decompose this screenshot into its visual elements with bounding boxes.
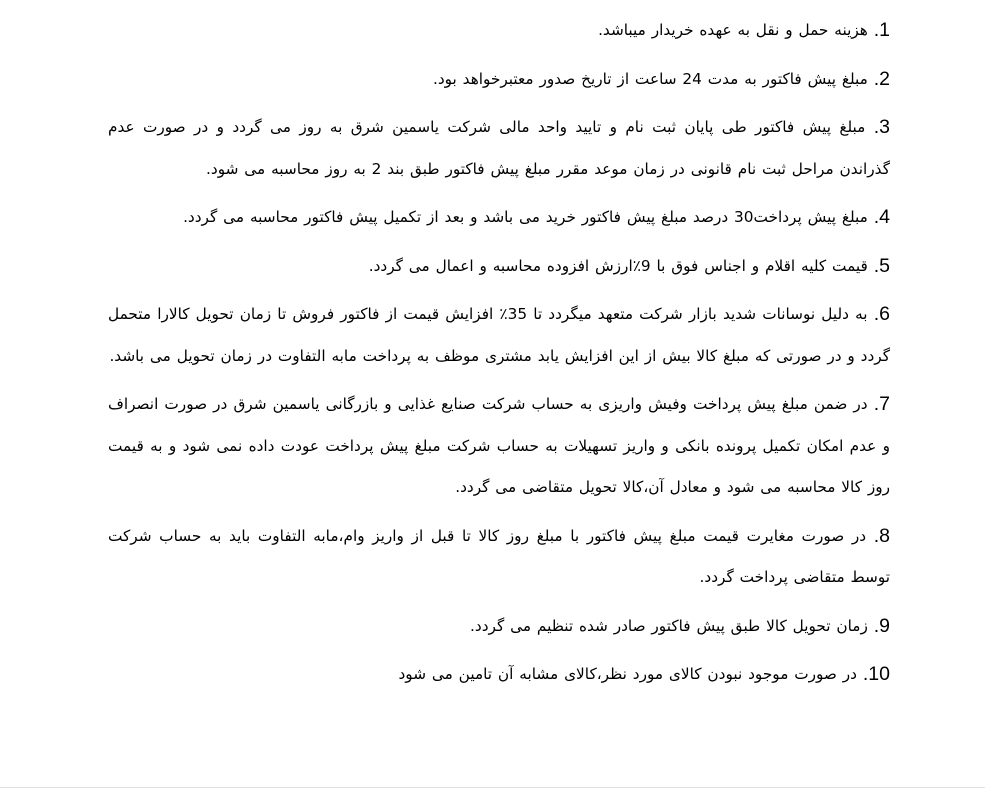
term-item-9 xyxy=(108,606,890,648)
term-number: 2. xyxy=(873,67,890,90)
term-text: مبلغ پیش فاکتور به مدت 24 ساعت از تاریخ صدور معتبرخواهد بود. xyxy=(432,69,868,88)
term-item-1 xyxy=(108,10,890,52)
term-item-4 xyxy=(108,197,890,239)
term-text: در صورت مغایرت قیمت مبلغ پیش فاکتور با مبلغ روز کالا تا قبل از واریز وام،مابه التفاوت باید به حساب شرکت توسط متقاضی پرداخت گردد. xyxy=(108,526,890,586)
term-item-8 xyxy=(108,516,890,599)
term-item-5 xyxy=(108,246,890,288)
page-bottom-divider xyxy=(0,787,985,788)
term-item-3 xyxy=(108,107,890,190)
term-text: به دلیل نوسانات شدید بازار شرکت متعهد میگردد تا 35٪ افزایش قیمت از فاکتور فروش تا زمان تحویل کالارا متحمل گردد و در صورتی که مبلغ کالا بیش از این افزایش یابد مشتری موظف به پرداخت مابه التفاوت در زمان تحویل می باشد. xyxy=(108,305,890,365)
term-number: 3. xyxy=(873,116,890,138)
terms-list xyxy=(108,10,890,703)
term-item-2 xyxy=(108,59,890,101)
term-number: 7. xyxy=(873,393,890,415)
term-item-10 xyxy=(108,654,890,696)
term-number: 4. xyxy=(873,206,890,228)
term-text: در ضمن مبلغ پیش پرداخت وفیش واریزی به حساب شرکت صنایع غذایی و بازرگانی یاسمین شرق در صورت انصراف و عدم امکان تکمیل پرونده بانکی و واریز تسهیلات به حساب شرکت مبلغ پیش پرداخت عودت داده نمی شود و به قیمت روز کالا محاسبه می شود و معادل آن،کالا تحویل متقاضی می گردد. xyxy=(108,395,890,496)
term-number: 1. xyxy=(873,19,890,41)
term-text: زمان تحویل کالا طبق پیش فاکتور صادر شده تنظیم می گردد. xyxy=(470,616,868,635)
term-text: قیمت کلیه اقلام و اجناس فوق با 9٪ارزش افزوده محاسبه و اعمال می گردد. xyxy=(368,256,868,275)
term-number: 5. xyxy=(873,254,890,277)
term-number: 9. xyxy=(873,614,890,637)
term-item-7 xyxy=(108,384,890,509)
term-text: مبلغ پیش فاکتور طی پایان ثبت نام و تایید واحد مالی شرکت یاسمین شرق به روز می گردد و در صورت عدم گذراندن مراحل ثبت نام قانونی در زمان موعد مقرر مبلغ پیش فاکتور طبق بند 2 به روز محاسبه می شود. xyxy=(108,118,890,178)
term-number: 6. xyxy=(873,303,890,325)
term-text: هزینه حمل و نقل به عهده خریدار میباشد. xyxy=(598,21,868,39)
term-text: مبلغ پیش پرداخت30 درصد مبلغ پیش فاکتور خرید می باشد و بعد از تکمیل پیش فاکتور محاسبه می گردد. xyxy=(183,208,868,226)
term-number: 8. xyxy=(873,524,890,547)
term-item-6 xyxy=(108,294,890,377)
term-number: 10. xyxy=(862,663,890,685)
term-text: در صورت موجود نبودن کالای مورد نظر،کالای مشابه آن تامین می شود xyxy=(398,665,857,683)
